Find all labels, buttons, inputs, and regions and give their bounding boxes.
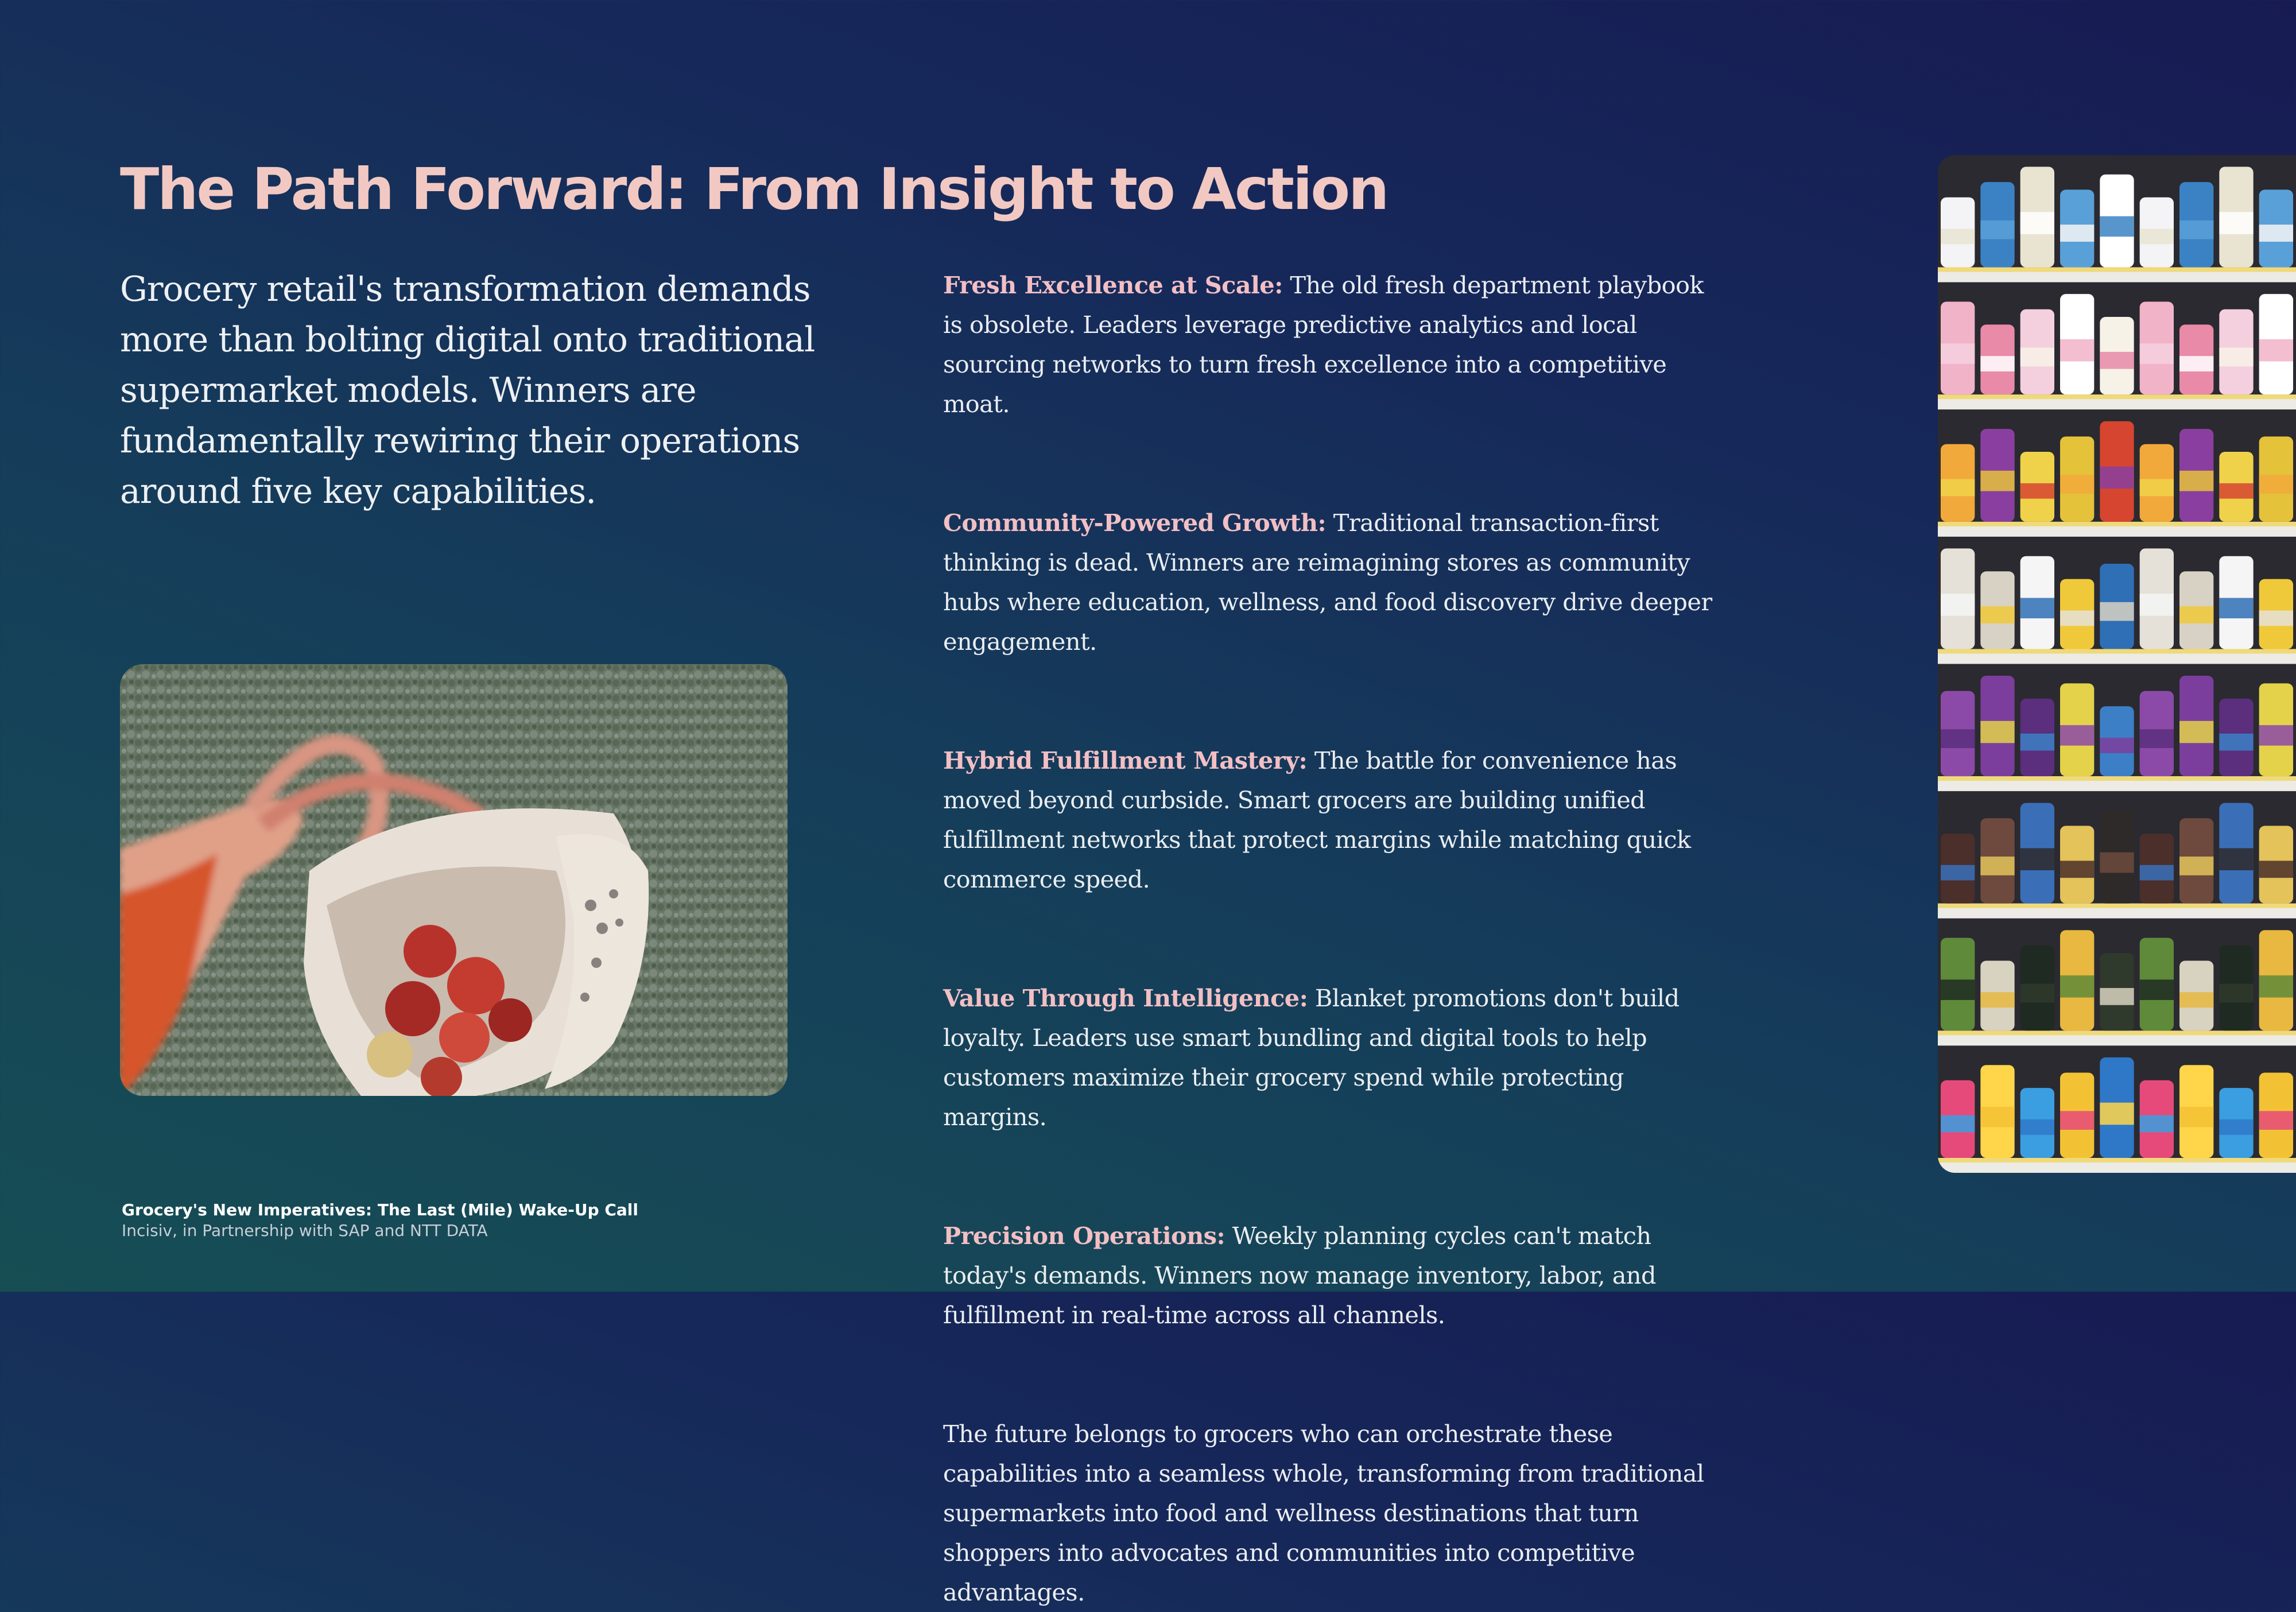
capability-value-intelligence <box>943 978 1712 1137</box>
footer-title: Grocery's New Imperatives: The Last (Mile) Wake-Up Call <box>122 1200 638 1219</box>
capability-fresh-excellence <box>943 265 1712 424</box>
capability-community-growth <box>943 503 1712 661</box>
capability-text: The battle for convenience has moved beyond curbside. Smart grocers are building unified fulfillment networks that protect margins while matching quick commerce speed. <box>943 746 1691 893</box>
capability-hybrid-fulfillment <box>943 741 1712 899</box>
capability-text: Blanket promotions don't build loyalty. Leaders use smart bundling and digital tools to help customers maximize their grocery spend while protecting margins. <box>943 984 1680 1131</box>
grocery-shelf-photo <box>1938 155 2296 1173</box>
closing-paragraph: The future belongs to grocers who can orchestrate these capabilities into a seamless whole, transforming from traditional supermarkets into food and wellness destinations that turn shoppers into advocates and communities into competitive advantages. <box>943 1420 1704 1606</box>
footer <box>122 1200 925 1241</box>
capability-name: Community-Powered Growth: <box>943 509 1327 537</box>
capability-name: Value Through Intelligence: <box>943 984 1308 1012</box>
capability-precision-operations <box>943 1216 1712 1335</box>
footer-subtitle: Incisiv, in Partnership with SAP and NTT DATA <box>122 1221 488 1240</box>
capability-name: Hybrid Fulfillment Mastery: <box>943 746 1308 774</box>
intro-paragraph: Grocery retail's transformation demands more than bolting digital onto traditional supermarket models. Winners are fundamentally rewiring their operations around five key capabilities. <box>120 269 815 512</box>
tote-bag-with-apples-photo <box>120 664 788 1096</box>
page-title: The Path Forward: From Insight to Action <box>120 156 1388 223</box>
capability-name: Precision Operations: <box>943 1222 1225 1250</box>
capability-text: Weekly planning cycles can't match today's demands. Winners now manage inventory, labor, and fulfillment in real-time across all channels. <box>943 1222 1656 1329</box>
capability-name: Fresh Excellence at Scale: <box>943 271 1283 299</box>
capability-text: The old fresh department playbook is obsolete. Leaders leverage predictive analytics and local sourcing networks to turn fresh excellence into a competitive moat. <box>943 271 1704 418</box>
capabilities-list <box>943 265 1712 1612</box>
capability-text: Traditional transaction-first thinking is dead. Winners are reimagining stores as community hubs where education, wellness, and food discovery drive deeper engagement. <box>943 509 1712 656</box>
